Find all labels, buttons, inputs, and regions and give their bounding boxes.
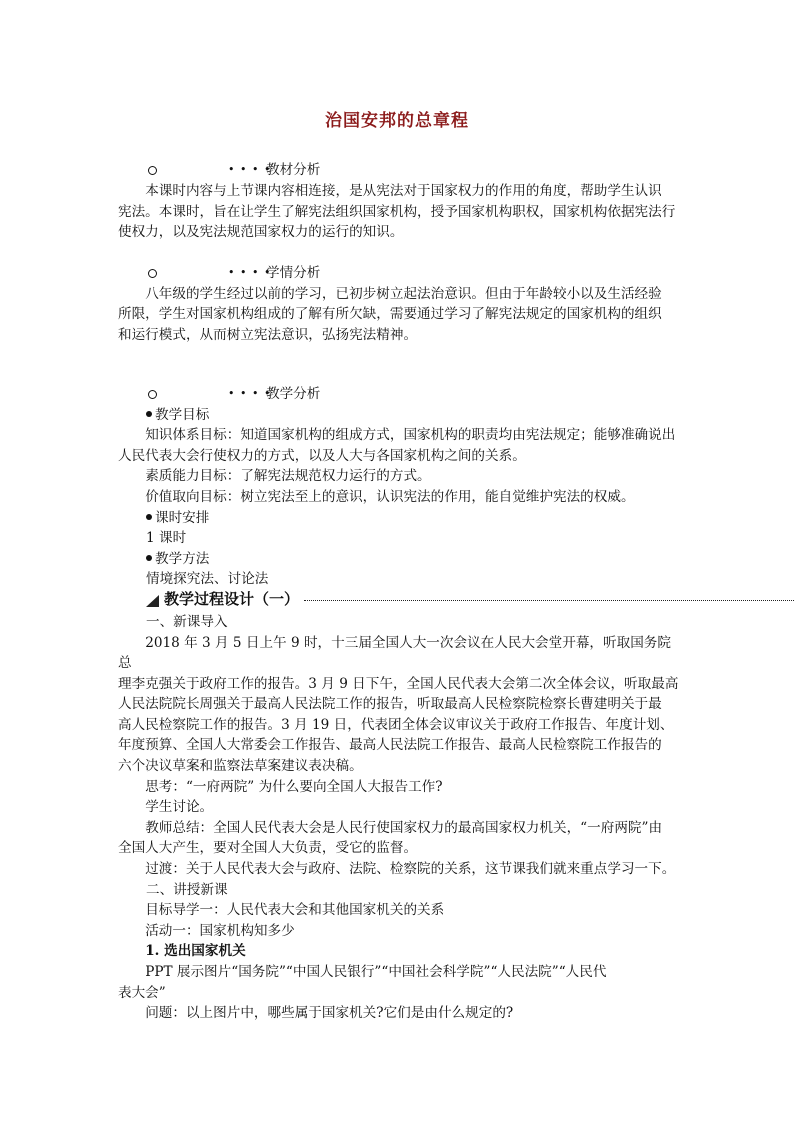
bullet-dot-icon [146,555,152,561]
paragraph-line: 八年级的学生经过以前的学习，已初步树立起法治意识。但由于年龄较小以及生活经验 [145,285,662,302]
paragraph-line: 价值取向目标：树立宪法至上的意识，认识宪法的作用，能自觉维护宪法的权威。 [145,488,635,505]
paragraph-line: PPT 展示图片“国务院”“中国人民银行”“中国社会科学院”“人民法院”“人民代 [145,964,607,980]
paragraph-line: 过渡：关于人民代表大会与政府、法院、检察院的关系，这节课我们就来重点学习一下。 [145,861,676,878]
paragraph-line: 六个决议草案和监察法草案建议表决稿。 [118,758,363,775]
paragraph-line: 全国人大产生，要对全国人大负责，受它的监督。 [118,840,418,857]
paragraph-line: 活动一：国家机构知多少 [145,922,295,939]
paragraph-line: 素质能力目标：了解宪法规范权力运行的方式。 [145,468,431,485]
paragraph-line: 理李克强关于政府工作的报告。3 月 9 日下午，全国人民代表大会第二次全体会议，听取最高 [118,675,679,692]
paragraph-line: 思考：“一府两院” 为什么要向全国人大报告工作? [145,778,443,795]
paragraph-line: 和运行模式，从而树立宪法意识，弘扬宪法精神。 [118,326,418,343]
paragraph-line: 教师总结：全国人民代表大会是人民行使国家权力的最高国家权力机关，“一府两院”由 [145,819,663,836]
circle-bullet-icon [148,166,157,175]
subsection-heading: 一、新课导入 [146,613,228,630]
paragraph-line: 所限，学生对国家机构组成的了解有所欠缺，需要通过学习了解宪法规定的国家机构的组织 [118,306,662,323]
bullet-dot-icon [146,411,152,417]
paragraph-line: 宪法。本课时，旨在让学生了解宪法组织国家机构，授予国家机构职权，国家机构依据宪法行 [118,203,676,220]
section-heading [118,384,680,405]
banner-title: 教学过程设计（一） [164,589,300,608]
dotted-leader [304,600,794,601]
bullet-heading: 教学目标 [118,405,680,426]
section-heading [118,160,680,181]
triangle-icon [146,595,159,607]
bullet-dot-icon [146,514,152,520]
step-heading: 1. 选出国家机关 [145,943,246,960]
dots-decoration: • • • • [228,386,272,400]
paragraph-line: 高人民检察院工作的报告。3 月 19 日，代表团全体会议审议关于政府工作报告、年度计划、 [118,716,674,733]
section-heading [118,263,680,284]
dots-decoration: • • • • [228,163,272,176]
paragraph-line: 问题：以上图片中，哪些属于国家机关?它们是由什么规定的? [145,1005,514,1022]
subsection-heading: 二、讲授新课 [146,881,228,898]
section-textbook-analysis [118,160,680,1024]
paragraph-line: 2018 年 3 月 5 日上午 9 时，十三届全国人大一次会议在人民大会堂开幕，听取国务院总 [118,634,671,672]
paragraph-line: 本课时内容与上节课内容相连接，是从宪法对于国家权力的作用的角度，帮助学生认识 [145,183,662,199]
paragraph-line: 情境探究法、讨论法 [146,571,269,588]
bullet-heading: 课时安排 [118,508,680,529]
section-heading-label: 教学分析 [266,385,321,402]
dots-decoration: • • • • [228,265,272,279]
paragraph-line: 人民代表大会行使权力的方式，以及人大与各国家机构之间的关系。 [118,447,526,464]
paragraph-line: 1 课时 [146,530,187,547]
paragraph-line: 知识体系目标：知道国家机构的组成方式，国家机构的职责均由宪法规定；能够准确说出 [145,427,676,444]
section-heading-label: 教材分析 [266,162,321,178]
circle-bullet-icon [148,390,157,399]
paragraph-line: 人民法院院长周强关于最高人民法院工作的报告，听取最高人民检察院检察长曹建明关于最 [118,696,662,713]
bullet-heading: 教学方法 [118,549,680,570]
circle-bullet-icon [148,269,157,278]
paragraph-line: 年度预算、全国人大常委会工作报告、最高人民法院工作报告、最高人民检察院工作报告的 [118,737,662,754]
paragraph-line: 使权力，以及宪法规范国家权力的运行的知识。 [118,224,404,241]
paragraph-line: 学生讨论。 [145,799,214,816]
section-heading-label: 学情分析 [266,264,321,281]
page-title: 治国安邦的总章程 [325,111,469,131]
paragraph-line: 表大会” [118,984,166,1001]
process-banner [118,590,680,612]
paragraph-line: 目标导学一：人民代表大会和其他国家机关的关系 [145,902,445,919]
